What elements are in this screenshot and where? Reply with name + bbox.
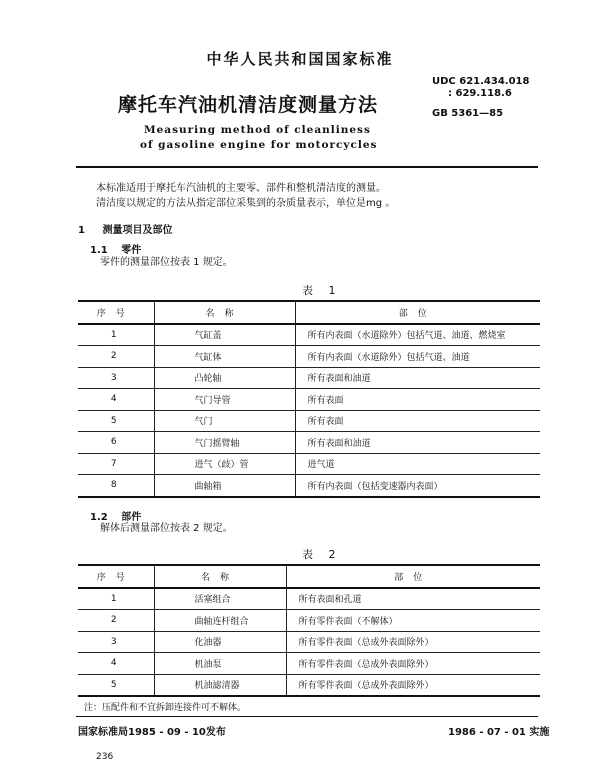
row-number-cell: 4 [78,653,154,675]
subsection-title: 部件 [121,512,142,523]
udc-line-1: UDC 621.434.018 [432,76,530,87]
table-header-cell: 部位 [295,301,540,324]
subsection-1-2-heading [90,508,141,523]
subsection-title: 零件 [121,245,142,256]
footer-divider [76,716,538,717]
row-number-cell: 1 [78,324,154,346]
part-name-cell: 气门 [154,410,295,432]
part-name-cell: 进气（歧）管 [154,453,295,475]
part-name-cell: 活塞组合 [154,588,286,610]
table-row [78,367,540,389]
row-number-cell: 3 [78,631,154,653]
table-note: 注：压配件和不宜拆卸连接件可不解体。 [84,703,247,713]
row-number-cell: 4 [78,389,154,411]
part-name-cell: 曲轴连杆组合 [154,610,286,632]
gb-code: GB 5361—85 [432,108,504,119]
row-number-cell: 7 [78,453,154,475]
header-divider [76,166,538,168]
table-row [78,674,540,696]
row-number-cell: 1 [78,588,154,610]
part-name-cell: 气门摇臂轴 [154,432,295,454]
table-1-caption: 表 1 [302,284,342,297]
table-row [78,453,540,475]
document-title-en-line-2: of gasoline engine for motorcycles [140,139,378,151]
table-row [78,610,540,632]
table-row [78,432,540,454]
row-number-cell: 5 [78,674,154,696]
part-name-cell: 化油器 [154,631,286,653]
section-title: 测量项目及部位 [102,225,173,236]
document-title-cn: 摩托车汽油机清洁度测量方法 [118,94,379,116]
location-cell: 所有内表面（水道除外）包括气道、油道 [295,346,540,368]
issue-date: 国家标准局1985 - 09 - 10发布 [78,727,226,738]
document-title-en-line-1: Measuring method of cleanliness [144,124,371,136]
page-number: 236 [96,752,114,762]
row-number-cell: 8 [78,475,154,497]
part-name-cell: 气门导管 [154,389,295,411]
table-header-row [78,565,540,588]
table-row [78,588,540,610]
table-header-cell: 名称 [154,301,295,324]
location-cell: 所有表面 [295,410,540,432]
row-number-cell: 6 [78,432,154,454]
table-header-cell: 部位 [286,565,540,588]
table-row [78,410,540,432]
row-number-cell: 3 [78,367,154,389]
part-name-cell: 气缸盖 [154,324,295,346]
subsection-number: 1.1 [90,245,108,256]
table-2-caption: 表 2 [302,548,342,561]
row-number-cell: 2 [78,346,154,368]
location-cell: 所有零件表面（总成外表面除外） [286,631,540,653]
location-cell: 所有表面和油道 [295,432,540,454]
location-cell: 进气道 [295,453,540,475]
table-row [78,475,540,497]
subsection-1-2-text: 解体后测量部位按表 2 规定。 [100,523,233,534]
table-row [78,631,540,653]
table-row [78,346,540,368]
row-number-cell: 5 [78,410,154,432]
section-number: 1 [78,225,85,236]
part-name-cell: 气缸体 [154,346,295,368]
part-name-cell: 机油泵 [154,653,286,675]
table-row [78,324,540,346]
part-name-cell: 凸轮轴 [154,367,295,389]
location-cell: 所有表面 [295,389,540,411]
location-cell: 所有表面和孔道 [286,588,540,610]
table-row [78,653,540,675]
location-cell: 所有内表面（水道除外）包括气道、油道、燃烧室 [295,324,540,346]
part-name-cell: 机油滤清器 [154,674,286,696]
udc-code [432,76,529,100]
table-1 [78,300,540,498]
subsection-number: 1.2 [90,512,108,523]
implementation-date: 1986 - 07 - 01 实施 [448,727,550,738]
table-header-cell: 名称 [154,565,286,588]
subsection-1-1-text: 零件的测量部位按表 1 规定。 [100,257,233,268]
udc-line-2: : 629.118.6 [448,88,512,99]
table-2 [78,564,540,697]
intro-paragraph-1: 本标准适用于摩托车汽油机的主要零、部件和整机清洁度的测量。 [96,183,386,194]
location-cell: 所有零件表面（总成外表面除外） [286,653,540,675]
row-number-cell: 2 [78,610,154,632]
table-header-cell: 序号 [78,301,154,324]
intro-paragraph-2: 清洁度以规定的方法从指定部位采集到的杂质量表示，单位是mg 。 [96,198,396,209]
table-row [78,389,540,411]
subsection-1-1-heading [90,241,141,256]
location-cell: 所有内表面（包括变速器内表面） [295,475,540,497]
part-name-cell: 曲轴箱 [154,475,295,497]
table-header-cell: 序号 [78,565,154,588]
location-cell: 所有表面和油道 [295,367,540,389]
issuing-organization: 中华人民共和国国家标准 [206,50,394,68]
location-cell: 所有零件表面（总成外表面除外） [286,674,540,696]
location-cell: 所有零件表面（不解体） [286,610,540,632]
table-header-row [78,301,540,324]
section-1-heading [78,221,172,236]
